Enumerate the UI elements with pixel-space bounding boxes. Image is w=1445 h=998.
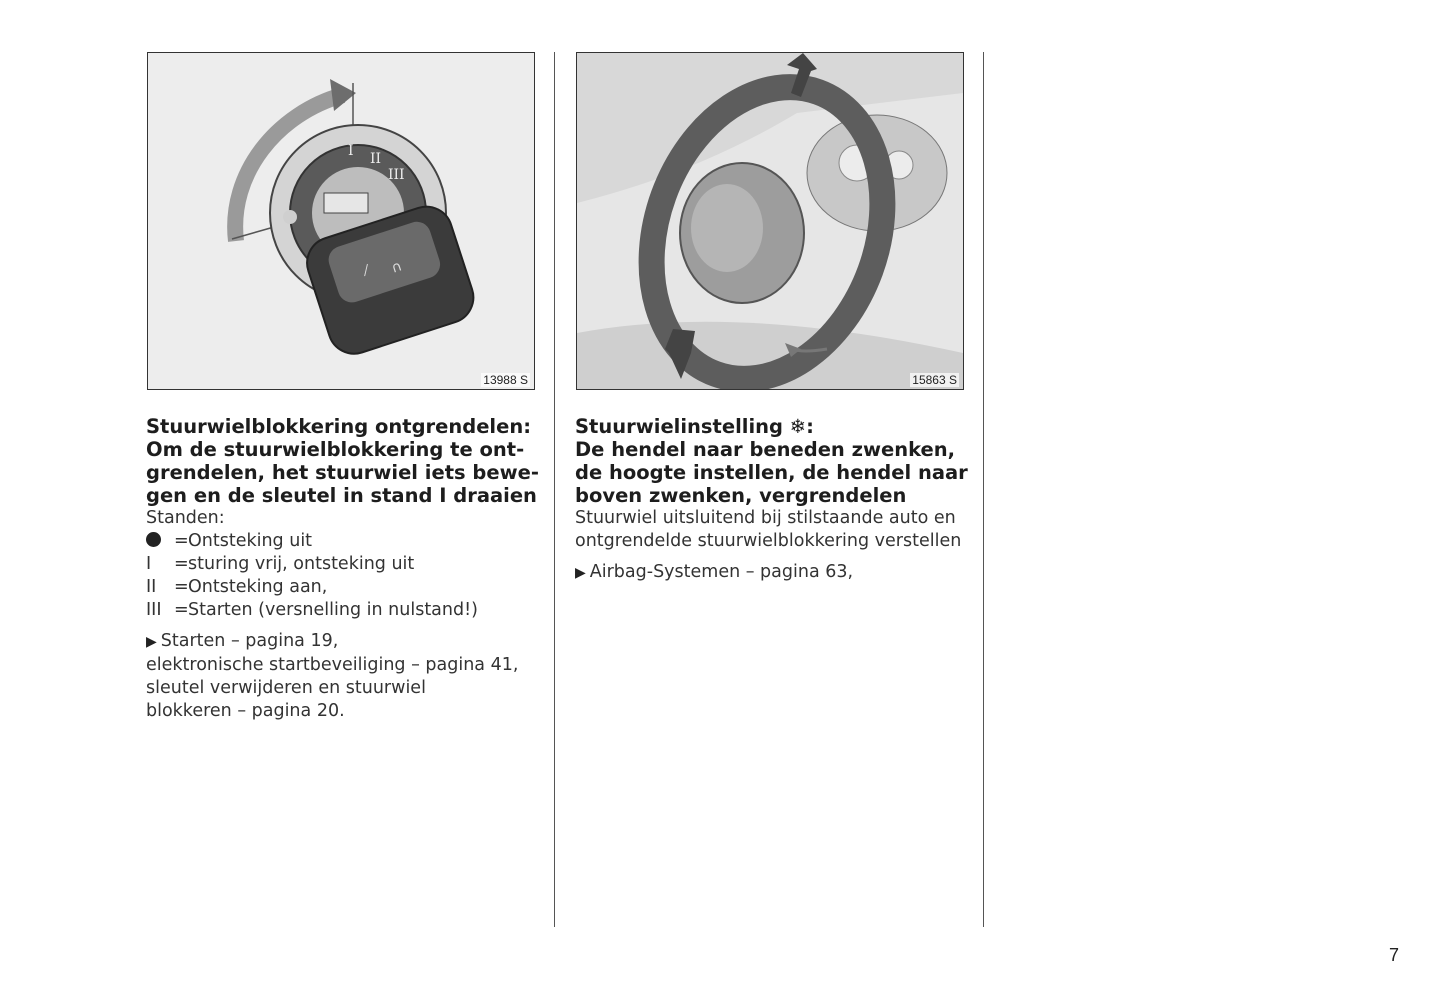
right-body-line: Stuurwiel uitsluitend bij stilstaande auto en xyxy=(575,508,956,528)
position-key: I xyxy=(146,554,152,574)
left-heading-line: Stuurwielblokkering ontgrendelen: xyxy=(146,415,532,438)
left-text-column xyxy=(146,415,546,723)
left-reference-line: blokkeren – pagina 20. xyxy=(146,701,345,721)
left-heading-line: gen en de sleutel in stand I draaien xyxy=(146,484,537,507)
position-text: Ontsteking aan, xyxy=(188,577,328,597)
left-heading-line: grendelen, het stuurwiel iets bewe- xyxy=(146,461,539,484)
right-heading-line: De hendel naar beneden zwenken, xyxy=(575,438,956,461)
svg-text:∩: ∩ xyxy=(389,258,405,277)
right-body-line: ontgrendelde stuurwielblokkering verstellen xyxy=(575,531,962,551)
position-text: Ontsteking uit xyxy=(188,531,313,551)
right-heading-line: de hoogte instellen, de hendel naar xyxy=(575,461,968,484)
reference-arrow-icon: ▶ xyxy=(146,634,157,650)
position-key: II xyxy=(146,577,157,597)
right-heading-line: boven zwenken, vergrendelen xyxy=(575,484,907,507)
reference-arrow-icon: ▶ xyxy=(575,565,586,581)
steering-wheel-figure xyxy=(576,52,964,390)
svg-text:II: II xyxy=(370,151,382,167)
equals-sign: = xyxy=(174,600,189,620)
equals-sign: = xyxy=(174,554,189,574)
svg-text:I: I xyxy=(348,143,354,159)
left-reference-line: sleutel verwijderen en stuurwiel xyxy=(146,678,426,698)
svg-text:III: III xyxy=(388,167,405,183)
position-key: III xyxy=(146,600,162,620)
position-row xyxy=(146,599,546,622)
column-divider-left xyxy=(554,52,555,927)
position-text: Starten (versnelling in nulstand!) xyxy=(188,600,478,620)
position-row xyxy=(146,553,546,576)
left-reference-line: elektronische startbeveiliging – pagina 41, xyxy=(146,655,519,675)
equals-sign: = xyxy=(174,577,189,597)
position-text: sturing vrij, ontsteking uit xyxy=(188,554,415,574)
figure-code-right: 15863 S xyxy=(912,373,957,387)
ignition-key-illustration xyxy=(148,53,534,389)
figure-code-left: 13988 S xyxy=(483,373,528,387)
left-reference-line: ▶ Starten – pagina 19, xyxy=(146,631,339,651)
steering-wheel-illustration xyxy=(577,53,963,389)
ignition-key-figure xyxy=(147,52,535,390)
right-heading-line: Stuurwielinstelling ❄: xyxy=(575,415,814,438)
right-text-column xyxy=(575,415,975,585)
right-reference-line: ▶ Airbag-Systemen – pagina 63, xyxy=(575,562,854,582)
left-heading-line: Om de stuurwielblokkering te ont- xyxy=(146,438,525,461)
svg-text:⁄: ⁄ xyxy=(362,263,371,280)
positions-label: Standen: xyxy=(146,508,225,528)
page-number: 7 xyxy=(1388,945,1399,965)
equals-sign: = xyxy=(174,531,189,551)
column-divider-right xyxy=(983,52,984,927)
off-position-dot-icon xyxy=(146,532,161,547)
position-row xyxy=(146,530,546,553)
position-row xyxy=(146,576,546,599)
